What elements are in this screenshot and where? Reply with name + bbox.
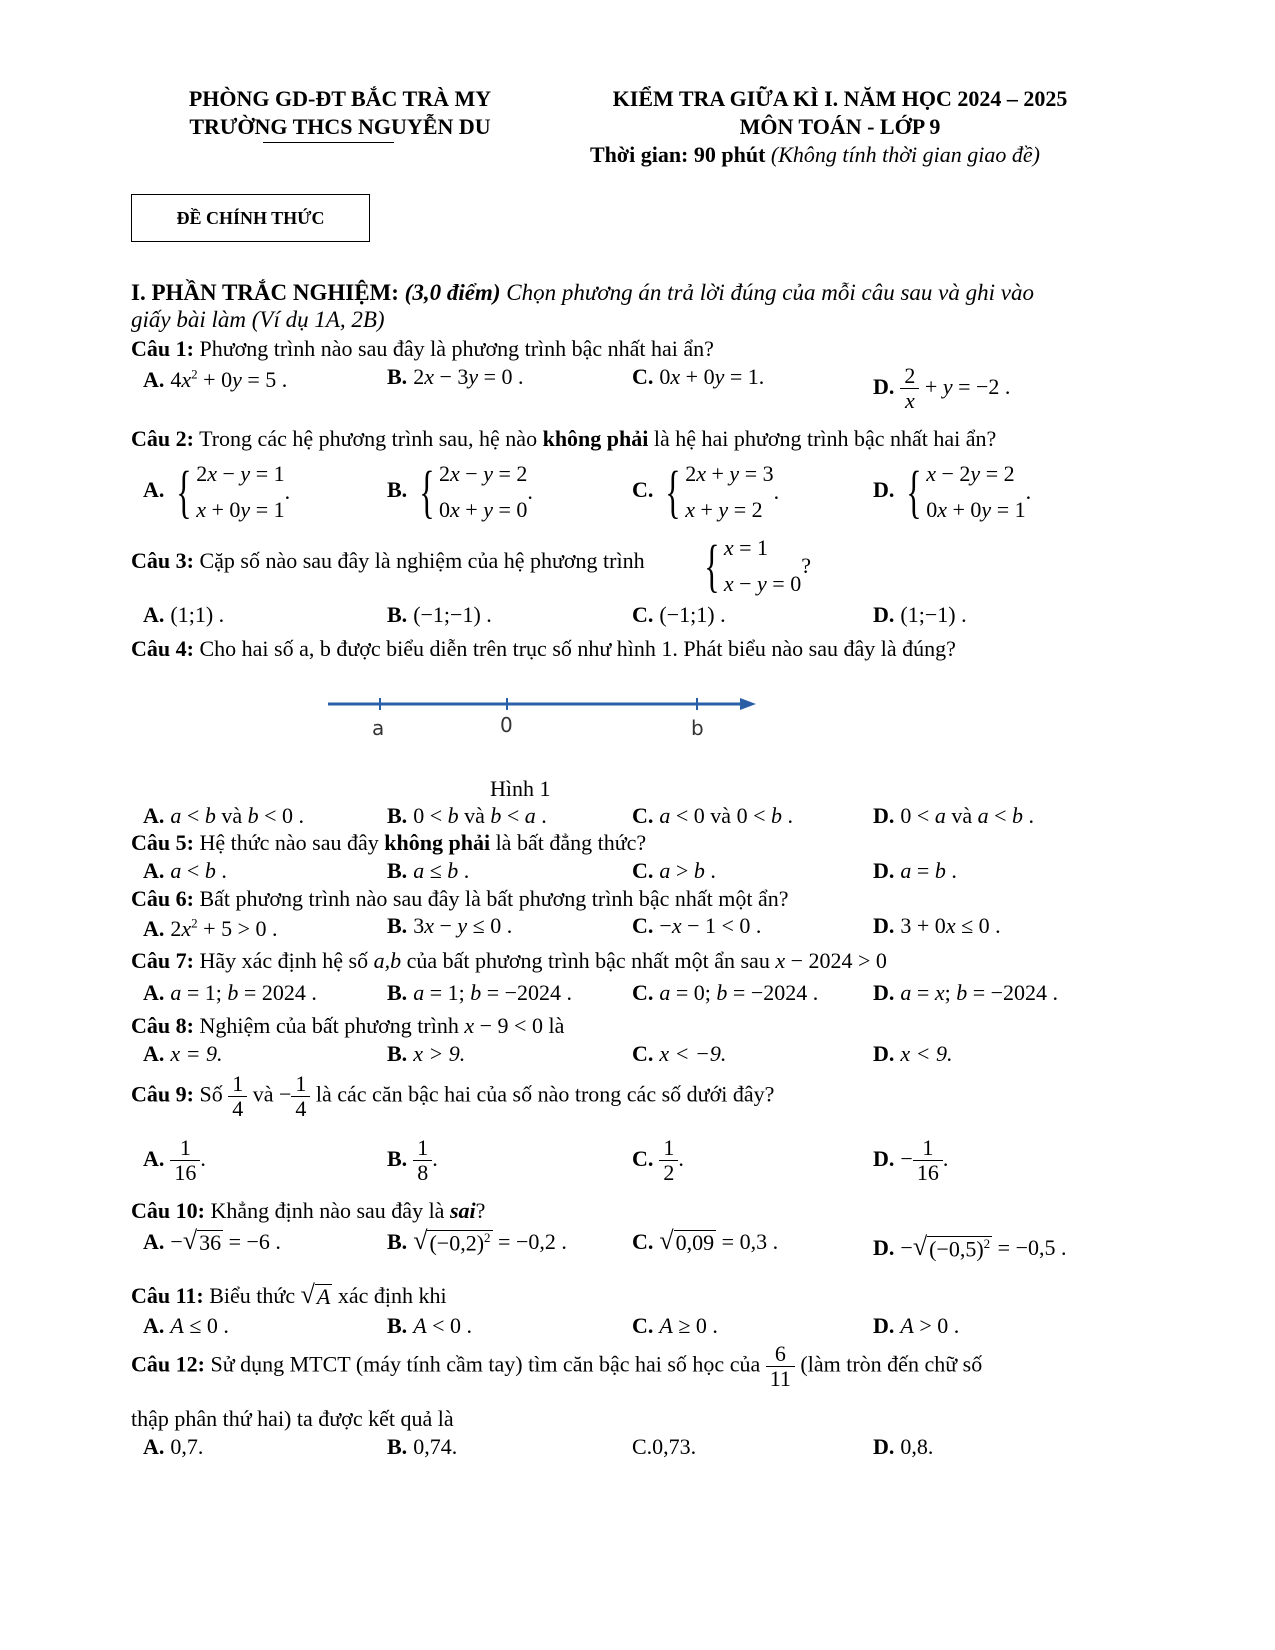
- exam-title: KIỂM TRA GIỮA KÌ I. NĂM HỌC 2024 – 2025: [612, 86, 1068, 111]
- q1-option-a: A. $4x^2 + 0y = 5$ .: [143, 367, 288, 393]
- q2-option-b: B. { 2x − y = 2 0x + y = 0 .: [387, 459, 533, 524]
- q7-option-c: C. a = 0; b = −2024 .: [632, 980, 819, 1005]
- q5-option-b: B. a ≤ b .: [387, 858, 470, 883]
- q4-option-b: B. 0 < b và b < a .: [387, 803, 547, 828]
- q6-option-a: A. $2x^2 + 5 > 0$ .: [143, 916, 278, 942]
- q3-option-b: B. (−1;−1) .: [387, 602, 492, 627]
- q6-option-b: B. 3x − y ≤ 0 .: [387, 913, 513, 938]
- school-underline: [263, 142, 394, 143]
- question-10: Câu 10: Khẳng định nào sau đây là sai?: [131, 1198, 486, 1223]
- question-1: Câu 1: Phương trình nào sau đây là phương trình bậc nhất hai ẩn?: [131, 336, 714, 361]
- question-3: Câu 3: Cặp số nào sau đây là nghiệm của hệ phương trình: [131, 548, 645, 573]
- q8-option-c: C. x < −9.: [632, 1041, 727, 1066]
- q9-option-a: A. $\frac{1}{16}$ .: [143, 1135, 206, 1185]
- q9-option-d: D. − $\frac{1}{16}$ .: [873, 1135, 949, 1185]
- number-line-label-0: 0: [500, 713, 513, 737]
- q12-option-d: D. 0,8.: [873, 1434, 934, 1459]
- q6-option-d: D. 3 + 0x ≤ 0 .: [873, 913, 1001, 938]
- number-line-label-b: b: [691, 716, 704, 740]
- q10-option-b: B. √ $(-0,2)^2$ = −0,2 .: [387, 1226, 567, 1255]
- exam-time: Thời gian: 90 phút (Không tính thời gian giao đề): [590, 142, 1040, 167]
- question-2: Câu 2: Trong các hệ phương trình sau, hệ nào không phải là hệ hai phương trình bậc nhất hai ẩn?: [131, 426, 997, 451]
- q8-option-d: D. x < 9.: [873, 1041, 953, 1066]
- official-stamp: ĐỀ CHÍNH THỨC: [131, 194, 370, 242]
- number-line-label-a: a: [372, 716, 385, 740]
- school-department: PHÒNG GD-ĐT BẮC TRÀ MY: [188, 86, 492, 111]
- question-8: Câu 8: Nghiệm của bất phương trình x − 9 < 0 là: [131, 1013, 565, 1038]
- question-7: Câu 7: Hãy xác định hệ số a,b của bất phương trình bậc nhất một ẩn sau x − 2024 > 0: [131, 948, 887, 973]
- q3-option-c: C. (−1;1) .: [632, 602, 726, 627]
- q5-option-d: D. a = b .: [873, 858, 957, 883]
- q5-option-a: A. a < b .: [143, 858, 227, 883]
- q12-option-c: C.0,73.: [632, 1434, 697, 1459]
- school-name: TRƯỜNG THCS NGUYỄN DU: [189, 114, 491, 139]
- q11-option-d: D. A > 0 .: [873, 1313, 960, 1338]
- q7-option-d: D. a = x; b = −2024 .: [873, 980, 1059, 1005]
- question-12-cont: thập phân thứ hai) ta được kết quả là: [131, 1406, 454, 1431]
- q8-option-b: B. x > 9.: [387, 1041, 466, 1066]
- q2-option-c: C. { 2x + y = 3 x + y = 2 .: [632, 459, 780, 524]
- q9-option-c: C. $\frac{1}{2}$ .: [632, 1135, 684, 1185]
- q4-option-c: C. a < 0 và 0 < b .: [632, 803, 793, 828]
- question-11: Câu 11: Biểu thức √ A xác định khi: [131, 1280, 447, 1309]
- q8-option-a: A. x = 9.: [143, 1041, 223, 1066]
- figure-caption: Hình 1: [490, 776, 551, 801]
- q12-option-b: B. 0,74.: [387, 1434, 458, 1459]
- q4-option-a: A. a < b và b < 0 .: [143, 803, 304, 828]
- question-9: Câu 9: Số $\frac{1}{4}$ và − $\frac{1}{4}$ là các căn bậc hai của số nào trong các số dưới đây?: [131, 1071, 775, 1121]
- q1-option-d: D. $\frac{2}{x}$ + y = −2 .: [873, 363, 1011, 413]
- q3-system: { x = 1 x − y = 0 ?: [704, 533, 811, 598]
- q11-option-b: B. A < 0 .: [387, 1313, 473, 1338]
- q3-option-a: A. (1;1) .: [143, 602, 225, 627]
- q11-option-c: C. A ≥ 0 .: [632, 1313, 718, 1338]
- q12-option-a: A. 0,7.: [143, 1434, 204, 1459]
- q6-option-c: C. −x − 1 < 0 .: [632, 913, 762, 938]
- q5-option-c: C. a > b .: [632, 858, 716, 883]
- question-4: Câu 4: Cho hai số a, b được biểu diễn trên trục số như hình 1. Phát biểu nào sau đây là đúng?: [131, 636, 956, 661]
- q11-option-a: A. A ≤ 0 .: [143, 1313, 229, 1338]
- q7-option-b: B. a = 1; b = −2024 .: [387, 980, 573, 1005]
- exam-subject: MÔN TOÁN - LỚP 9: [739, 114, 941, 139]
- q10-option-d: D. − √ $(-0,5)^2$ = −0,5 .: [873, 1232, 1067, 1261]
- q1-option-c: C. 0x + 0y = 1.: [632, 364, 765, 389]
- section-title: I. PHẦN TRẮC NGHIỆM: (3,0 điểm) Chọn phương án trả lời đúng của mỗi câu sau và ghi vào: [131, 280, 1034, 305]
- q10-option-c: C. √ 0,09 = 0,3 .: [632, 1226, 779, 1255]
- question-12: Câu 12: Sử dụng MTCT (máy tính cầm tay) tìm căn bậc hai số học của $\frac{6}{11}$ (làm tròn đến chữ số: [131, 1341, 983, 1391]
- section-instruction: giấy bài làm (Ví dụ 1A, 2B): [131, 307, 385, 332]
- q10-option-a: A. − √ 36 = −6 .: [143, 1226, 281, 1255]
- q1-option-b: B. 2x − 3y = 0 .: [387, 364, 524, 389]
- q3-option-d: D. (1;−1) .: [873, 602, 967, 627]
- q9-option-b: B. $\frac{1}{8}$ .: [387, 1135, 438, 1185]
- question-6: Câu 6: Bất phương trình nào sau đây là bất phương trình bậc nhất một ẩn?: [131, 886, 789, 911]
- question-5: Câu 5: Hệ thức nào sau đây không phải là bất đẳng thức?: [131, 830, 647, 855]
- q2-option-d: D. { x − 2y = 2 0x + 0y = 1 .: [873, 459, 1032, 524]
- q2-option-a: A. { 2x − y = 1 x + 0y = 1 .: [143, 459, 291, 524]
- q4-option-d: D. 0 < a và a < b .: [873, 803, 1034, 828]
- q7-option-a: A. a = 1; b = 2024 .: [143, 980, 317, 1005]
